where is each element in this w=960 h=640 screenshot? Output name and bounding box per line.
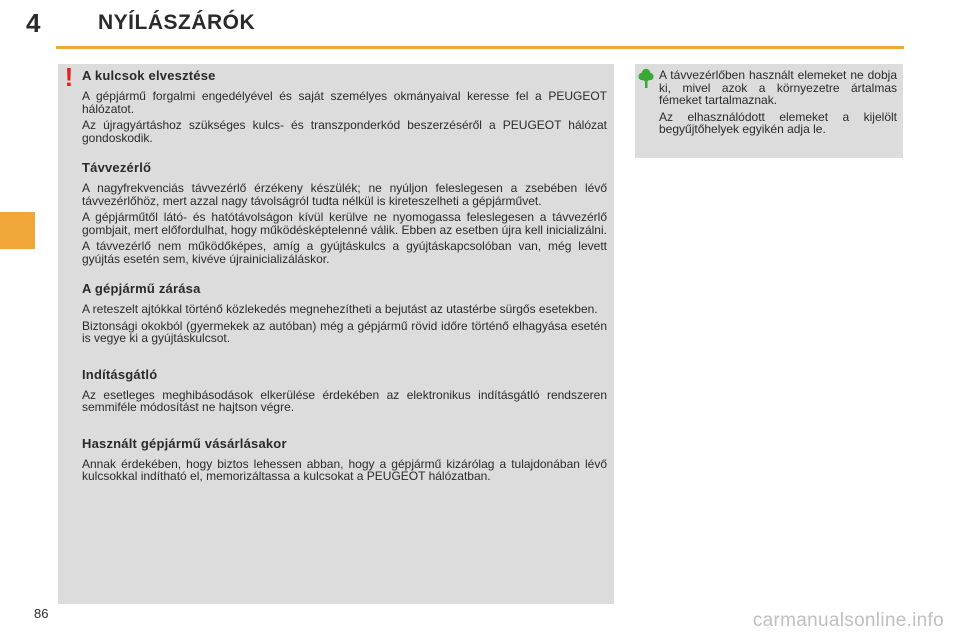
section-paragraph: Az esetleges meghibásodások elkerülése érdekében az elektronikus indításgátló rendszeren semmiféle módosítást ne hajtson végre.: [82, 387, 607, 414]
section-paragraph: A távvezérlő nem működőképes, amíg a gyújtáskulcs a gyújtáskapcsolóban van, még levett gyújtás esetén sem, kivéve újrainicializáláskor.: [82, 239, 607, 266]
chapter-number: 4: [26, 8, 41, 38]
section-paragraph: A gépjármű forgalmi engedélyével és saját személyes okmányaival keresse fel a PEUGEOT hálózatot.: [82, 89, 607, 116]
section-title: A gépjármű zárása: [82, 281, 201, 296]
section-paragraph: Az újragyártáshoz szükséges kulcs- és transzponderkód beszerzéséről a PEUGEOT hálózat gondoskodik.: [82, 118, 607, 145]
eco-note-content: [659, 69, 897, 140]
section-paragraph: Biztonsági okokból (gyermekek az autóban) még a gépjármű rövid időre történő elhagyása esetén is vegye ki a gyújtáskulcsot.: [82, 318, 607, 345]
section-paragraph: A nagyfrekvenciás távvezérlő érzékeny készülék; ne nyúljon feleslegesen a zsebében lévő távvezérlőhöz, mert azzal nagy távolságról tudta nélkül is kireteszelheti a gépjárművet.: [82, 181, 607, 208]
section-title: A kulcsok elvesztése: [82, 68, 216, 83]
eco-paragraph: A távvezérlőben használt elemeket ne dobja ki, mivel azok a környezetre ártalmas fémeket tartalmaznak.: [659, 68, 897, 107]
section-title: Indításgátló: [82, 366, 158, 382]
header-rule: [56, 46, 904, 49]
main-content: [82, 68, 607, 487]
chapter-side-tab: [0, 212, 35, 249]
section-paragraph: Annak érdekében, hogy biztos lehessen abban, hogy a gépjármű kizárólag a tulajdonában lévő kulcsokkal indítható el, memorizáltassa a kulcsokat a PEUGEOT hálózatban.: [82, 456, 607, 483]
tree-icon: [638, 68, 654, 88]
chapter-title: NYÍLÁSZÁRÓK: [98, 11, 256, 34]
watermark: carmanualsonline.info: [752, 610, 944, 631]
section-title: Használt gépjármű vásárlásakor: [82, 435, 287, 451]
exclamation-icon: !: [64, 62, 74, 92]
section-paragraph: A reteszelt ajtókkal történő közlekedés megnehezítheti a bejutást az utastérbe sürgős esetekben.: [82, 302, 598, 316]
page-number: 86: [34, 606, 49, 621]
section-paragraph: A gépjárműtől látó- és hatótávolságon kívül kerülve ne nyomogassa feleslegesen a távvezérlő gombjait, mert előfordulhat, hogy működésképtelenné válik. Ebben az esetben újra kell inicializálni.: [82, 210, 607, 237]
section-title: Távvezérlő: [82, 160, 152, 175]
eco-paragraph: Az elhasználódott elemeket a kijelölt begyűjtőhelyek egyikén adja le.: [659, 109, 897, 136]
